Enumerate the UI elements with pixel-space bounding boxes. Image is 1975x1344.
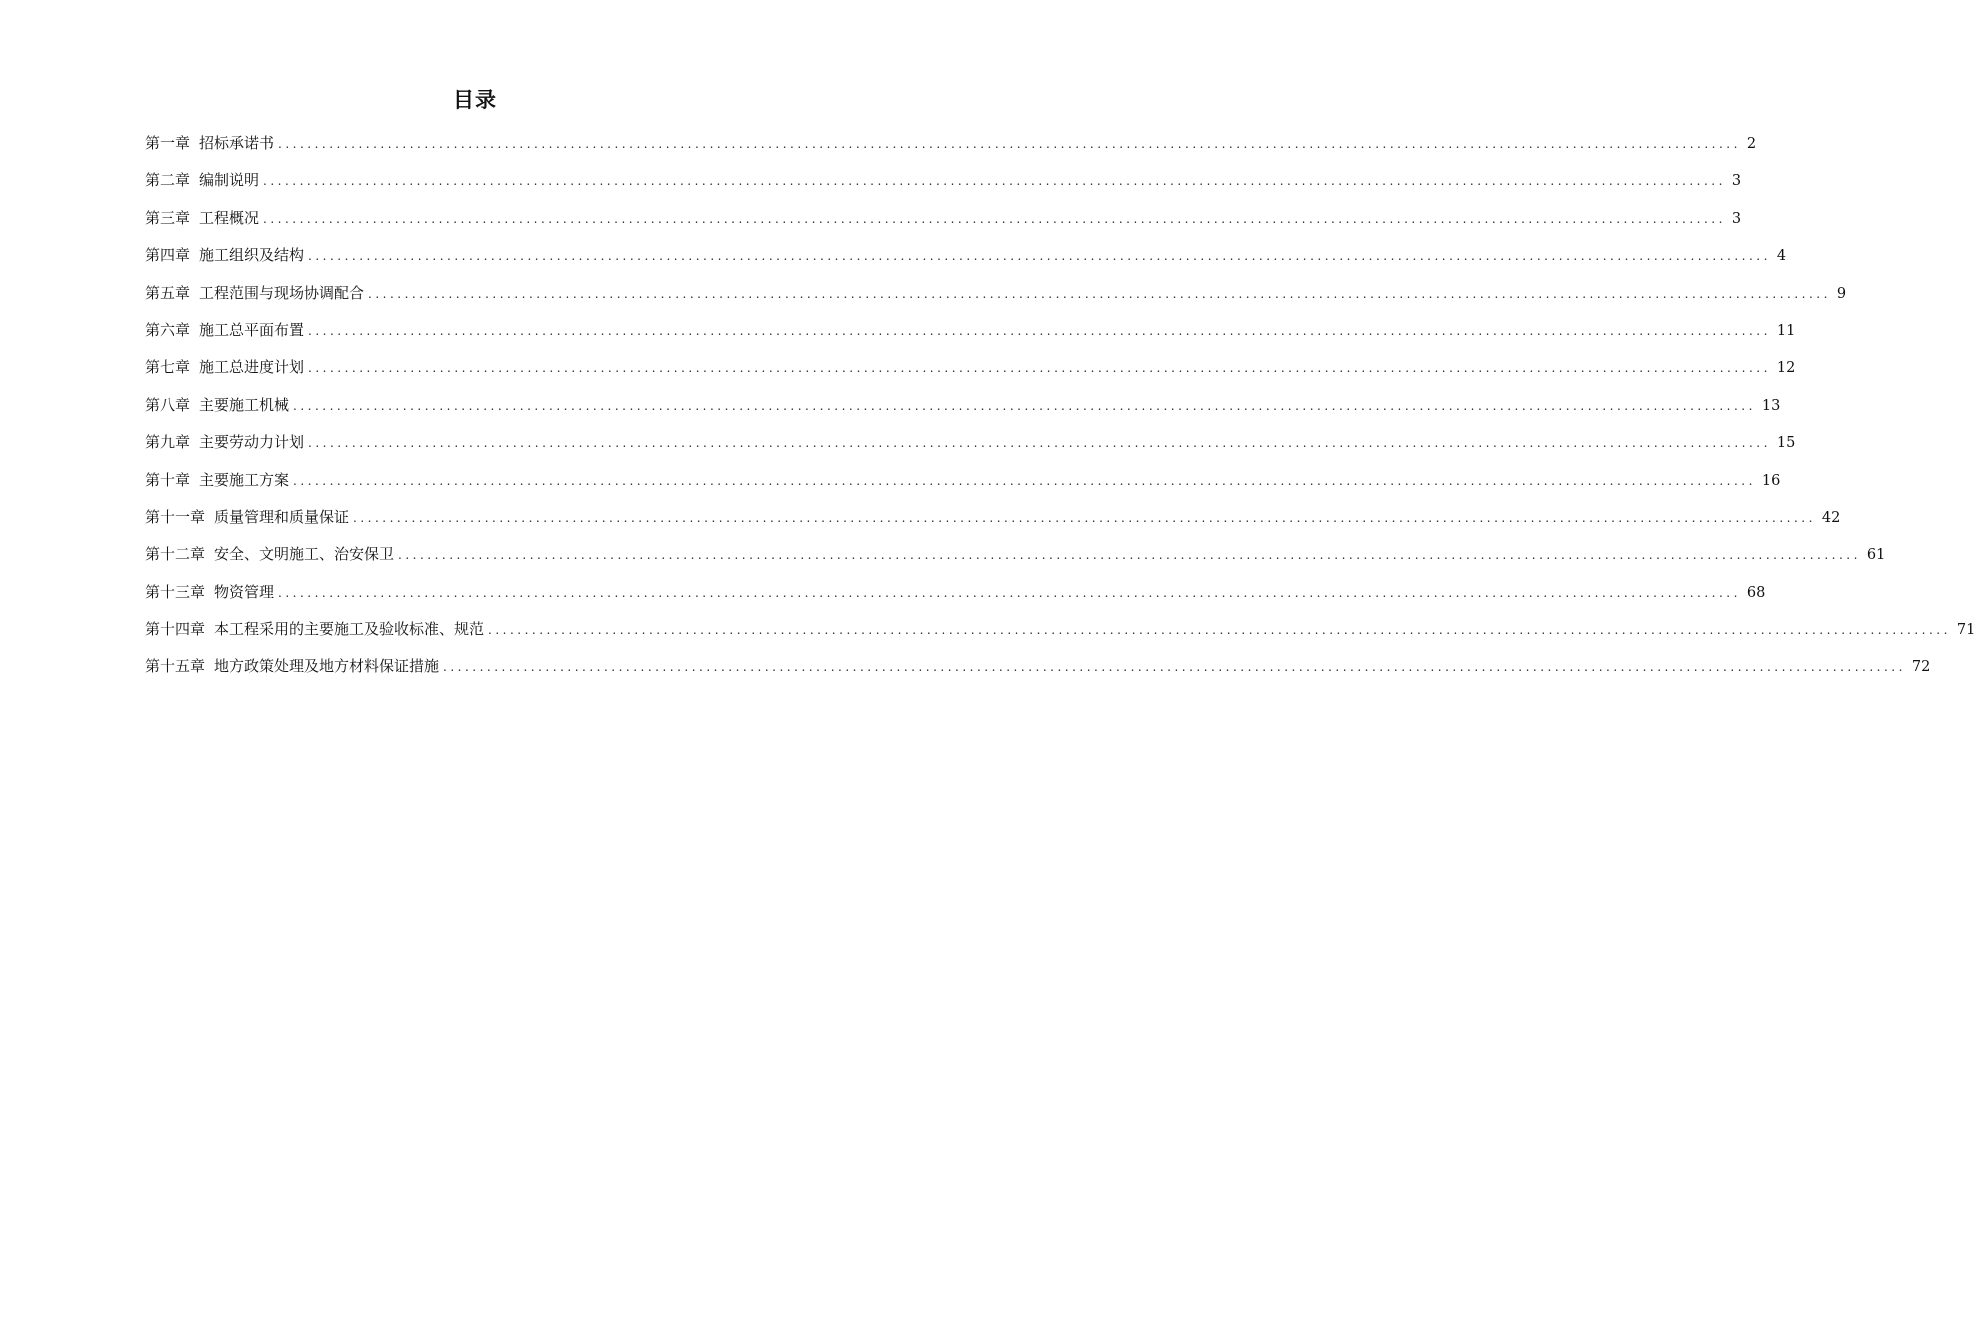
toc-entry[interactable]	[145, 504, 1841, 541]
toc-chapter-heading: 安全、文明施工、治安保卫	[214, 545, 395, 564]
toc-entry[interactable]	[145, 280, 1847, 317]
toc-dot-leader: ........................................................................................................................................................................................................	[278, 137, 1741, 151]
toc-chapter-number: 第三章	[145, 208, 191, 227]
toc-dot-leader: ........................................................................................................................................................................................................	[308, 323, 1771, 338]
toc-page-number: 2	[1746, 136, 1757, 152]
toc-chapter-heading: 质量管理和质量保证	[214, 507, 350, 526]
toc-page-number: 13	[1761, 397, 1781, 414]
toc-page-number: 9	[1836, 285, 1847, 302]
toc-entry[interactable]	[145, 167, 1742, 204]
toc-chapter-number: 第十五章	[145, 657, 206, 676]
toc-chapter-number: 第十四章	[145, 620, 206, 639]
toc-entry[interactable]	[145, 579, 1766, 616]
toc-entry[interactable]	[145, 242, 1787, 279]
toc-page-number: 68	[1746, 584, 1766, 601]
toc-page-number: 72	[1911, 659, 1931, 676]
toc-page-number: 11	[1776, 322, 1796, 339]
toc-dot-leader: ........................................................................................................................................................................................................	[278, 585, 1741, 600]
toc-entry[interactable]	[145, 130, 1757, 167]
toc-entry[interactable]	[145, 616, 1975, 653]
toc-entry[interactable]	[145, 467, 1781, 504]
toc-chapter-heading: 编制说明	[199, 171, 260, 190]
toc-chapter-number: 第八章	[145, 395, 191, 414]
toc-dot-leader: ........................................................................................................................................................................................................	[443, 660, 1906, 675]
toc-chapter-number: 第六章	[145, 320, 191, 339]
toc-entry[interactable]	[145, 392, 1781, 429]
toc-dot-leader: ........................................................................................................................................................................................................	[263, 211, 1726, 226]
toc-page-number: 71	[1956, 622, 1975, 639]
toc-chapter-number: 第十一章	[145, 507, 206, 526]
toc-dot-leader: ........................................................................................................................................................................................................	[368, 286, 1831, 301]
toc-dot-leader: ........................................................................................................................................................................................................	[308, 361, 1771, 376]
toc-chapter-number: 第一章	[145, 134, 191, 152]
toc-chapter-heading: 施工总进度计划	[199, 358, 305, 377]
toc-dot-leader: ........................................................................................................................................................................................................	[488, 623, 1951, 638]
toc-chapter-heading: 地方政策处理及地方材料保证措施	[214, 657, 440, 676]
toc-page-number: 61	[1866, 547, 1886, 564]
toc-entry[interactable]	[145, 354, 1796, 391]
toc-page-number: 3	[1731, 210, 1742, 227]
toc-chapter-heading: 物资管理	[214, 582, 275, 601]
toc-chapter-number: 第七章	[145, 358, 191, 377]
toc-chapter-number: 第四章	[145, 246, 191, 265]
toc-title: 目录	[453, 88, 497, 112]
toc-page-number: 15	[1776, 435, 1796, 452]
toc-chapter-number: 第十二章	[145, 545, 206, 564]
toc-entry[interactable]	[145, 429, 1796, 466]
toc-page-number: 42	[1821, 509, 1841, 526]
toc-chapter-number: 第十三章	[145, 582, 206, 601]
toc-chapter-number: 第九章	[145, 433, 191, 452]
toc-chapter-heading: 主要施工方案	[199, 470, 290, 489]
toc-page-number: 12	[1776, 360, 1796, 377]
toc-chapter-number: 第五章	[145, 283, 191, 302]
toc-chapter-heading: 工程范围与现场协调配合	[199, 283, 365, 302]
toc-chapter-heading: 主要劳动力计划	[199, 433, 305, 452]
toc-chapter-number: 第二章	[145, 171, 191, 190]
toc-dot-leader: ........................................................................................................................................................................................................	[293, 398, 1756, 413]
toc-chapter-heading: 本工程采用的主要施工及验收标准、规范	[214, 620, 485, 639]
toc-chapter-heading: 施工总平面布置	[199, 320, 305, 339]
toc-entry[interactable]	[145, 653, 1931, 690]
toc-chapter-heading: 工程概况	[199, 208, 260, 227]
toc-dot-leader: ........................................................................................................................................................................................................	[308, 249, 1771, 264]
toc-entry[interactable]	[145, 317, 1796, 354]
toc-dot-leader: ........................................................................................................................................................................................................	[353, 510, 1816, 525]
toc-page-number: 4	[1776, 248, 1787, 265]
toc-chapter-heading: 施工组织及结构	[199, 246, 305, 265]
toc-chapter-heading: 招标承诺书	[199, 134, 275, 152]
toc-dot-leader: ........................................................................................................................................................................................................	[263, 174, 1726, 189]
toc-dot-leader: ........................................................................................................................................................................................................	[293, 473, 1756, 488]
toc-page-number: 3	[1731, 173, 1742, 190]
toc-dot-leader: ........................................................................................................................................................................................................	[398, 548, 1861, 563]
toc-chapter-heading: 主要施工机械	[199, 395, 290, 414]
toc-list	[145, 130, 1975, 691]
toc-page-number: 16	[1761, 472, 1781, 489]
toc-entry[interactable]	[145, 541, 1886, 578]
toc-entry[interactable]	[145, 205, 1742, 242]
toc-chapter-number: 第十章	[145, 470, 191, 489]
toc-dot-leader: ........................................................................................................................................................................................................	[308, 436, 1771, 451]
